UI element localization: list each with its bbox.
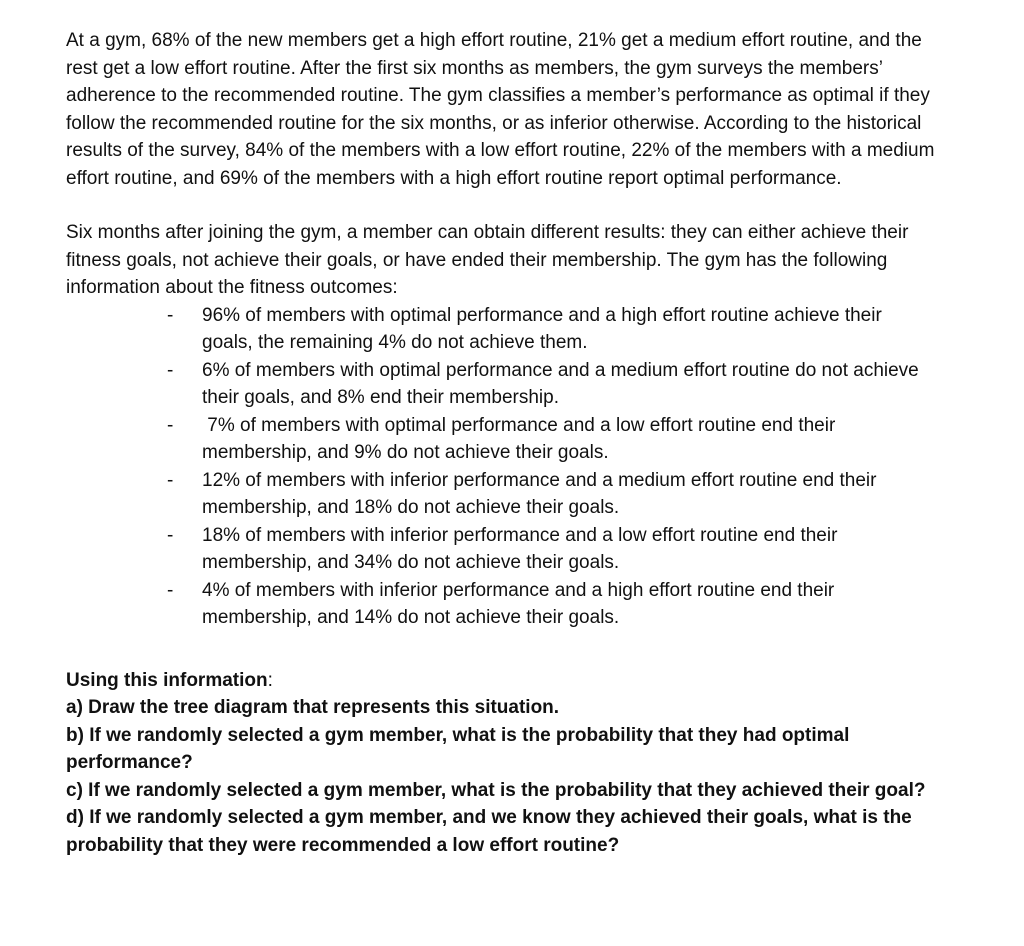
list-item <box>66 357 936 412</box>
list-item <box>66 522 936 577</box>
outcomes-paragraph: Six months after joining the gym, a member can obtain different results: they can either achieve their fitness goals, not achieve their goals, or have ended their membership. The gym has the following information about the fitness outcomes: <box>66 222 909 298</box>
list-item-text: 96% of members with optimal performance and a high effort routine achieve their goals, the remaining 4% do not achieve them. <box>202 304 882 353</box>
question-c: c) If we randomly selected a gym member, what is the probability that they achieved their goal? <box>66 779 926 801</box>
questions-intro-text: Using this information <box>66 669 268 691</box>
bullet-dash: - <box>167 359 174 381</box>
questions-intro <box>66 667 936 695</box>
bullet-dash: - <box>167 304 174 326</box>
questions-intro-colon: : <box>267 669 273 691</box>
list-item <box>66 302 936 357</box>
question-a: a) Draw the tree diagram that represents this situation. <box>66 697 560 718</box>
list-item <box>66 467 936 522</box>
bullet-dash: - <box>167 414 174 436</box>
list-item-text: 6% of members with optimal performance and a medium effort routine do not achieve their goals, and 8% end their membership. <box>202 359 919 408</box>
question-b: b) If we randomly selected a gym member, what is the probability that they had optimal performance? <box>66 724 850 773</box>
list-item-text: 7% of members with optimal performance and a low effort routine end their membership, and 9% do not achieve their goals. <box>202 414 841 463</box>
outcomes-list <box>66 302 936 632</box>
list-item-text: 18% of members with inferior performance and a low effort routine end their membership, and 34% do not achieve their goals. <box>202 524 838 573</box>
list-item-text: 12% of members with inferior performance and a medium effort routine end their membership, and 18% do not achieve their goals. <box>202 469 877 518</box>
bullet-dash: - <box>167 579 174 601</box>
intro-paragraph: At a gym, 68% of the new members get a high effort routine, 21% get a medium effort routine, and the rest get a low effort routine. After the first six months as members, the gym surveys the members’ adherence to the recommended routine. The gym classifies a member’s performance as optimal if they follow the recommended routine for the six months, or as inferior otherwise. According to the historical results of the survey, 84% of the members with a low effort routine, 22% of the members with a medium effort routine, and 69% of the members with a high effort routine report optimal performance. <box>66 30 935 189</box>
list-item <box>66 412 936 467</box>
bullet-dash: - <box>167 524 174 546</box>
questions-section <box>66 667 936 860</box>
question-d: d) If we randomly selected a gym member, and we know they achieved their goals, what is the probability that they were recommended a low effort routine? <box>66 807 912 856</box>
list-item-text: 4% of members with inferior performance and a high effort routine end their membership, and 14% do not achieve their goals. <box>202 579 835 628</box>
list-item <box>66 577 936 632</box>
bullet-dash: - <box>167 469 174 491</box>
document-body <box>66 27 936 859</box>
